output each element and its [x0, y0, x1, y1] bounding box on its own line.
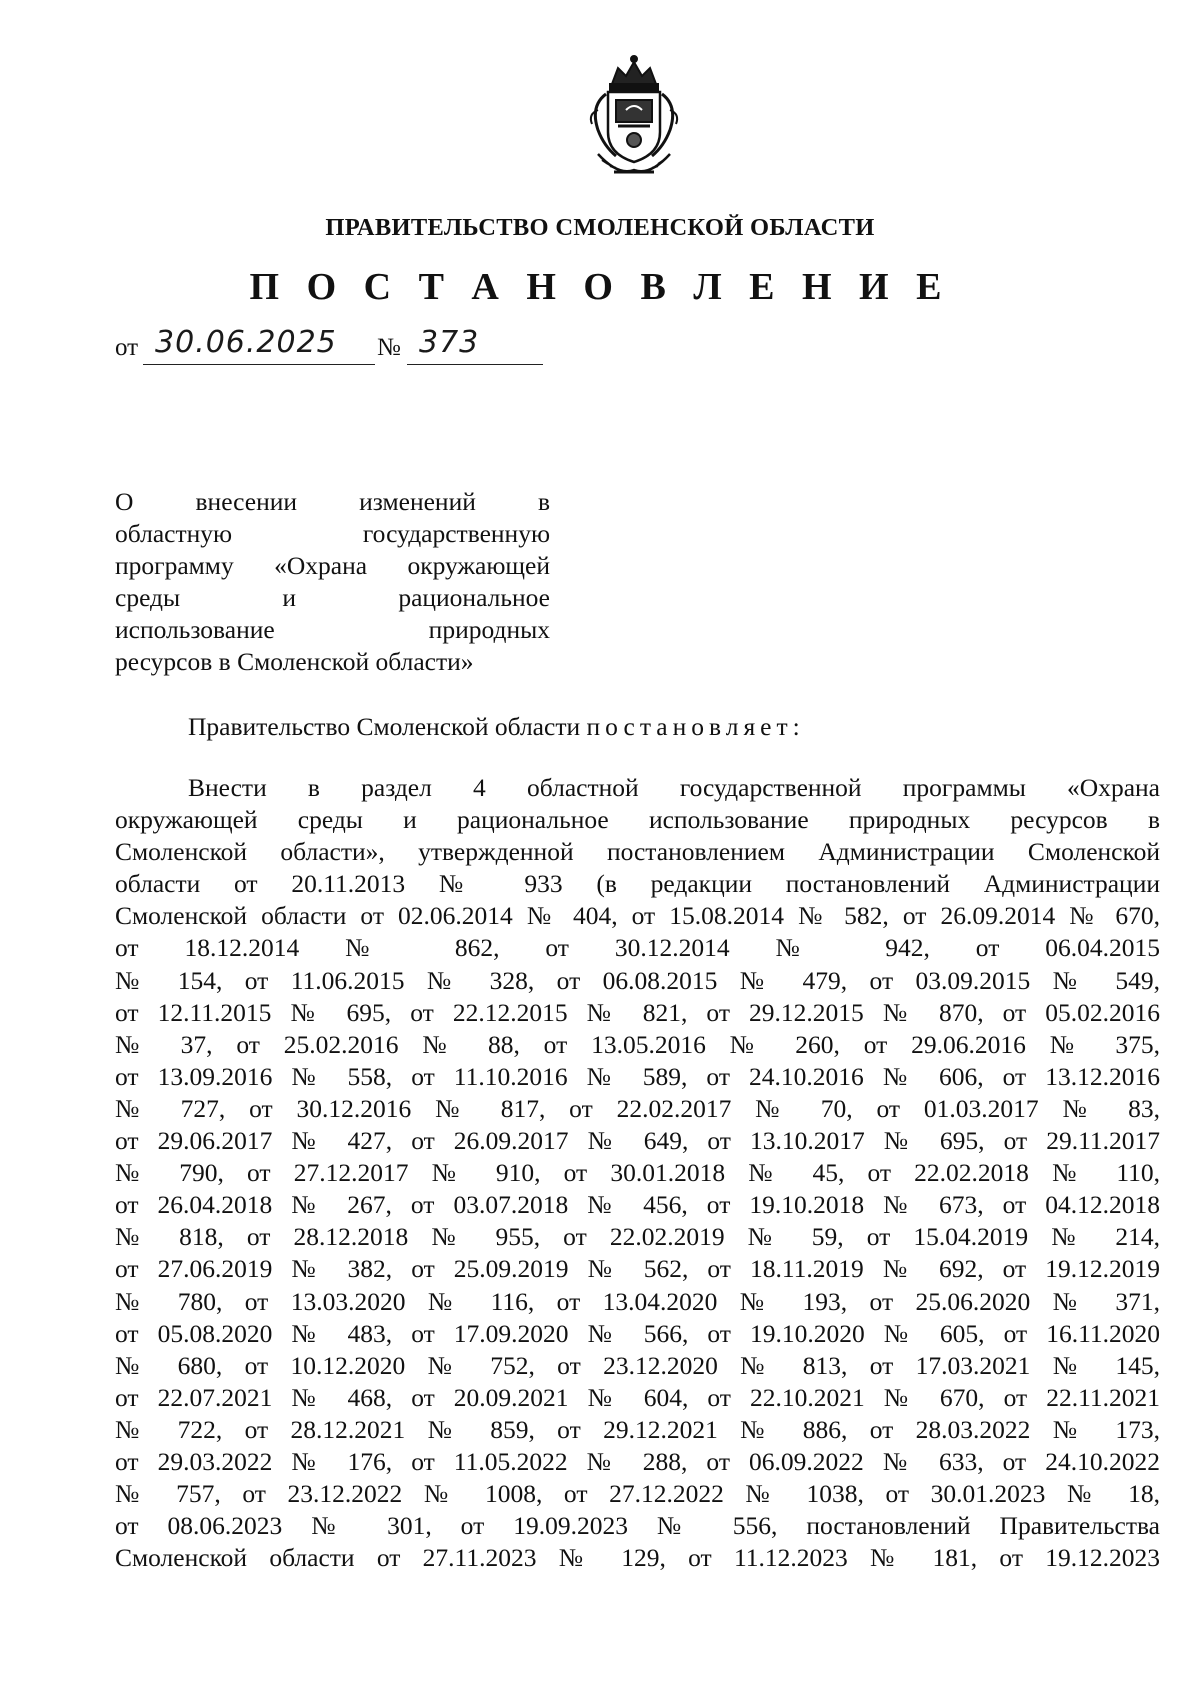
body-line: от 05.08.2020 № 483, от 17.09.2020 № 566, от 19.10.2020 № 605, от 16.11.2020: [115, 1318, 1160, 1348]
document-type: П О С Т А Н О В Л Е Н И Е: [249, 266, 951, 308]
body-line: Смоленской области от 27.11.2023 № 129, от 11.12.2023 № 181, от 19.12.2023: [115, 1543, 1160, 1573]
subject-line: использование природных: [115, 615, 550, 644]
smolensk-coat-of-arms-icon: [568, 50, 700, 182]
body-line: от 26.04.2018 № 267, от 03.07.2018 № 456, от 19.10.2018 № 673, от 04.12.2018: [115, 1190, 1160, 1220]
body-line: области от 20.11.2013 № 933 (в редакции постановлений Администрации: [115, 869, 1160, 899]
body-line: № 727, от 30.12.2016 № 817, от 22.02.2017 № 70, от 01.03.2017 № 83,: [115, 1093, 1160, 1123]
body-line: Внести в раздел 4 областной государственной программы «Охрана: [188, 773, 1160, 802]
body-line: от 12.11.2015 № 695, от 22.12.2015 № 821, от 29.12.2015 № 870, от 05.02.2016: [115, 997, 1160, 1027]
dateline: [115, 322, 575, 368]
body-line: Смоленской области», утвержденной постановлением Администрации Смоленской: [115, 837, 1160, 867]
number-field: [407, 324, 543, 365]
body-line: от 18.12.2014 № 862, от 30.12.2014 № 942, от 06.04.2015: [115, 933, 1160, 963]
body-line: № 722, от 28.12.2021 № 859, от 29.12.2021 № 886, от 28.03.2022 № 173,: [115, 1414, 1160, 1444]
document-subject: [115, 486, 550, 678]
number-value: 373: [419, 325, 480, 360]
decree-prefix: Правительство Смоленской области: [188, 712, 587, 741]
body-line: № 680, от 10.12.2020 № 752, от 23.12.2020 № 813, от 17.03.2021 № 145,: [115, 1350, 1160, 1380]
body-text: [115, 772, 1160, 1574]
body-line: № 818, от 28.12.2018 № 955, от 22.02.2019 № 59, от 15.04.2019 № 214,: [115, 1222, 1160, 1252]
subject-line: программу «Охрана окружающей: [115, 551, 550, 580]
body-line: № 790, от 27.12.2017 № 910, от 30.01.2018 № 45, от 22.02.2018 № 110,: [115, 1158, 1160, 1188]
body-line: № 780, от 13.03.2020 № 116, от 13.04.2020 № 193, от 25.06.2020 № 371,: [115, 1286, 1160, 1316]
body-line: от 29.03.2022 № 176, от 11.05.2022 № 288, от 06.09.2022 № 633, от 24.10.2022: [115, 1446, 1160, 1476]
body-line: от 29.06.2017 № 427, от 26.09.2017 № 649, от 13.10.2017 № 695, от 29.11.2017: [115, 1126, 1160, 1156]
body-line: от 27.06.2019 № 382, от 25.09.2019 № 562, от 18.11.2019 № 692, от 19.12.2019: [115, 1254, 1160, 1284]
body-line: № 757, от 23.12.2022 № 1008, от 27.12.2022 № 1038, от 30.01.2023 № 18,: [115, 1479, 1160, 1509]
body-line: окружающей среды и рациональное использование природных ресурсов в: [115, 805, 1160, 835]
number-label: №: [377, 334, 401, 361]
decree-verb: постановляет:: [586, 712, 805, 741]
body-line: № 154, от 11.06.2015 № 328, от 06.08.2015 № 479, от 03.09.2015 № 549,: [115, 965, 1160, 995]
decree-statement: [188, 712, 805, 742]
body-line: от 08.06.2023 № 301, от 19.09.2023 № 556, постановлений Правительства: [115, 1511, 1160, 1541]
body-line: от 13.09.2016 № 558, от 11.10.2016 № 589, от 24.10.2016 № 606, от 13.12.2016: [115, 1061, 1160, 1091]
subject-line: среды и рациональное: [115, 583, 550, 612]
organization-name: ПРАВИТЕЛЬСТВО СМОЛЕНСКОЙ ОБЛАСТИ: [325, 214, 875, 241]
subject-line: ресурсов в Смоленской области»: [115, 647, 474, 676]
body-line: от 22.07.2021 № 468, от 20.09.2021 № 604, от 22.10.2021 № 670, от 22.11.2021: [115, 1382, 1160, 1412]
body-line: № 37, от 25.02.2016 № 88, от 13.05.2016 № 260, от 29.06.2016 № 375,: [115, 1029, 1160, 1059]
date-label: от: [115, 334, 139, 361]
body-line: Смоленской области от 02.06.2014 № 404, от 15.08.2014 № 582, от 26.09.2014 № 670,: [115, 901, 1160, 931]
subject-line: областную государственную: [115, 519, 550, 548]
date-value: 30.06.2025: [155, 325, 337, 360]
subject-line: О внесении изменений в: [115, 487, 550, 516]
date-field: [143, 324, 375, 365]
